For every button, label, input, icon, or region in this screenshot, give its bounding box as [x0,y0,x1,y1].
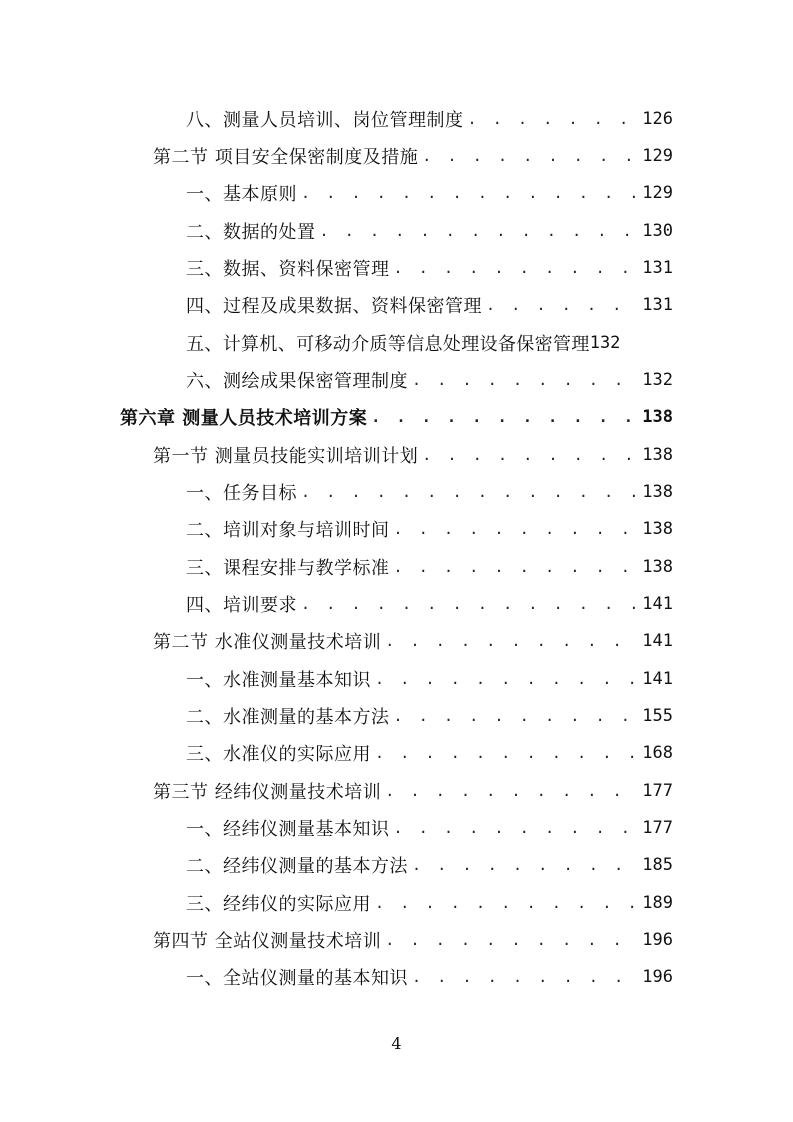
toc-entry-title: 六、测绘成果保密管理制度 [186,370,408,392]
toc-entry-page: 129 [642,183,673,204]
toc-entry-page: 196 [642,929,673,950]
toc-entry-page: 185 [642,855,673,876]
toc-entry-title: 一、经纬仪测量基本知识 [186,818,390,840]
toc-entry[interactable] [0,847,793,884]
dot-leader [301,483,636,501]
toc-entry[interactable] [0,697,793,734]
toc-entry-page: 141 [642,631,673,652]
toc-entry-title: 一、基本原则 [186,184,297,206]
toc-entry-page: 138 [642,519,673,540]
toc-entry[interactable] [0,884,793,921]
toc-chapter-entry[interactable] [0,399,793,436]
toc-entry-page: 138 [642,556,673,577]
dot-leader [422,446,636,464]
toc-entry-title: 八、测量人员培训、岗位管理制度 [186,109,464,131]
toc-entry[interactable] [0,137,793,174]
toc-entry[interactable] [0,585,793,622]
toc-entry-title: 第一节 测量员技能实训培训计划 [153,445,419,467]
toc-entry-page: 138 [642,444,673,465]
table-of-contents [0,100,793,996]
toc-entry-title: 一、任务目标 [186,482,297,504]
dot-leader [375,894,636,912]
toc-entry-title: 第四节 全站仪测量技术培训 [153,930,382,952]
toc-entry[interactable] [0,660,793,697]
dot-leader [375,744,636,762]
dot-leader [412,856,636,874]
toc-entry-title: 四、过程及成果数据、资料保密管理 [186,296,482,318]
dot-leader [486,296,636,314]
toc-entry-title: 二、培训对象与培训时间 [186,520,390,542]
toc-entry-title: 一、全站仪测量的基本知识 [186,968,408,990]
dot-leader [394,558,637,576]
toc-entry-page: 196 [642,967,673,988]
dot-leader [301,595,636,613]
toc-entry-title: 四、培训要求 [186,594,297,616]
page-number: 4 [391,1034,402,1053]
toc-entry-page: 141 [642,593,673,614]
dot-leader [394,819,637,837]
dot-leader [394,259,637,277]
toc-entry-page: 129 [642,145,673,166]
toc-entry[interactable] [0,511,793,548]
toc-entry-page: 138 [642,407,673,428]
toc-entry-page: 189 [642,892,673,913]
dot-leader [385,931,636,949]
toc-entry[interactable] [0,548,793,585]
dot-leader [394,707,637,725]
dot-leader [468,110,637,128]
toc-entry[interactable] [0,735,793,772]
toc-entry[interactable] [0,959,793,996]
toc-entry-page: 155 [642,705,673,726]
toc-entry[interactable] [0,175,793,212]
dot-leader [422,147,636,165]
toc-entry[interactable] [0,772,793,809]
dot-leader [394,520,637,538]
toc-entry-title: 三、水准仪的实际应用 [186,744,371,766]
toc-entry-page: 141 [642,668,673,689]
toc-entry-page: 132 [642,369,673,390]
toc-entry[interactable] [0,436,793,473]
toc-entry[interactable] [0,623,793,660]
toc-entry-page: 131 [642,257,673,278]
toc-entry-page: 126 [642,108,673,129]
toc-entry-title: 二、数据的处置 [186,221,316,243]
toc-entry-page: 168 [642,743,673,764]
toc-entry[interactable] [0,809,793,846]
toc-entry-title: 五、计算机、可移动介质等信息处理设备保密管理 [186,333,590,355]
dot-leader [412,968,636,986]
toc-entry[interactable] [0,361,793,398]
toc-entry[interactable] [0,212,793,249]
toc-entry[interactable] [0,473,793,510]
dot-leader [320,222,637,240]
toc-entry-title: 三、课程安排与教学标准 [186,557,390,579]
toc-entry-page: 131 [642,295,673,316]
toc-entry[interactable] [0,287,793,324]
toc-entry-title: 第二节 水准仪测量技术培训 [153,632,382,654]
toc-entry-title: 第三节 经纬仪测量技术培训 [153,781,382,803]
toc-entry-page: 177 [642,817,673,838]
dot-leader [412,371,636,389]
toc-entry-title: 三、经纬仪的实际应用 [186,893,371,915]
toc-entry-title: 第二节 项目安全保密制度及措施 [153,146,419,168]
toc-entry[interactable] [0,921,793,958]
toc-entry[interactable] [0,249,793,286]
toc-entry-title: 二、水准测量的基本方法 [186,706,390,728]
dot-leader [385,782,636,800]
dot-leader [385,632,636,650]
toc-entry-page: 177 [642,780,673,801]
toc-entry-page: 130 [642,220,673,241]
dot-leader [371,408,636,426]
dot-leader [375,670,636,688]
toc-entry-title: 第六章 测量人员技术培训方案 [120,408,368,430]
toc-entry-title: 二、经纬仪测量的基本方法 [186,856,408,878]
toc-entry-page: 132 [589,332,621,353]
toc-entry-page: 138 [642,481,673,502]
dot-leader [301,184,636,202]
toc-entry[interactable] [0,100,793,137]
toc-entry-title: 一、水准测量基本知识 [186,669,371,691]
toc-entry[interactable] [0,324,793,361]
toc-entry-title: 三、数据、资料保密管理 [186,258,390,280]
